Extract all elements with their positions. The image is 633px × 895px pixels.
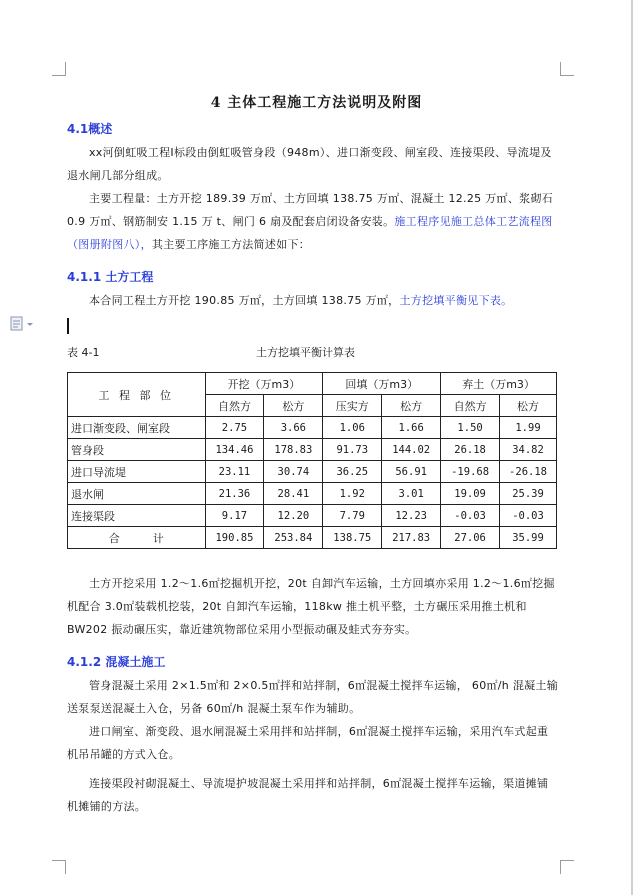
table-row	[68, 505, 557, 527]
table-number: 表 4-1	[67, 346, 100, 359]
table-cell: 1.06	[323, 417, 382, 439]
para-overview: xx河倒虹吸工程Ⅰ标段由倒虹吸管身段（948m）、进口渐变段、闸室段、连接渠段、导流堤及退水闸几部分组成。	[67, 146, 552, 182]
table-cell: -26.18	[500, 461, 557, 483]
table-cell: 28.41	[264, 483, 323, 505]
subheader: 自然方	[441, 395, 500, 417]
table-cell: 3.66	[264, 417, 323, 439]
table-cell: 19.09	[441, 483, 500, 505]
crop-mark-bottom-right	[560, 860, 574, 874]
table-cell: 9.17	[205, 505, 264, 527]
text-cursor	[67, 318, 69, 334]
table-cell: 36.25	[323, 461, 382, 483]
para-earthwork	[67, 289, 559, 312]
table-caption: 土方挖填平衡计算表	[256, 346, 355, 359]
heading-4-1: 4.1概述	[67, 122, 113, 136]
table-cell: 34.82	[500, 439, 557, 461]
header-part: 工 程 部 位	[68, 373, 206, 417]
crop-mark-top-left	[52, 62, 66, 76]
table-cell: 21.36	[205, 483, 264, 505]
table-total-row	[68, 527, 557, 549]
table-cell: -0.03	[441, 505, 500, 527]
table-row	[68, 439, 557, 461]
table-cell: 190.85	[205, 527, 264, 549]
table-row	[68, 461, 557, 483]
table-cell: 217.83	[382, 527, 441, 549]
table-cell: -19.68	[441, 461, 500, 483]
para-earthwork-methods: 土方开挖采用 1.2～1.6㎡挖掘机开挖，20t 自卸汽车运输，土方回填亦采用 1.2～1.6㎡挖掘机配合 3.0㎡装载机挖装，20t 自卸汽车运输，118kw 推土机平整，土方碾压采用推土机和 BW202 振动碾压实，靠近建筑物部位采用小型振动碾及蛙式夯夯实。	[67, 577, 555, 636]
subheader: 松方	[264, 395, 323, 417]
para-quantities	[67, 187, 559, 256]
table-cell: 12.23	[382, 505, 441, 527]
para-concrete-pipe: 管身混凝土采用 2×1.5㎡和 2×0.5㎡拌和站拌制，6㎡混凝土搅拌车运输， 60㎡/h 混凝土输送泵泵送混凝土入仓，另备 60㎡/h 混凝土泵车作为辅助。	[67, 679, 559, 715]
crop-mark-bottom-left	[52, 860, 66, 874]
table-cell: 35.99	[500, 527, 557, 549]
earthwork-text: 本合同工程土方开挖 190.85 万㎡，土方回填 138.75 万㎡，	[89, 294, 400, 307]
row-label: 进口导流堤	[68, 461, 206, 483]
table-cell: 1.99	[500, 417, 557, 439]
table-cell: 27.06	[441, 527, 500, 549]
table-cell: 91.73	[323, 439, 382, 461]
quantities-tail: 其主要工序施工方法简述如下：	[151, 238, 311, 251]
earthwork-balance-table	[67, 372, 557, 549]
quantities-text: 主要工程量：土方开挖 189.39 万㎡、土方回填 138.75 万㎡、混凝土 12.25 万㎡、浆砌石 0.9 万㎡、钢筋制安 1.15 万 t、闸门 6 扇及配套启闭设备安装。	[67, 192, 554, 228]
table-cell: 253.84	[264, 527, 323, 549]
para-concrete-gate: 进口闸室、渐变段、退水闸混凝土采用拌和站拌制，6㎡混凝土搅拌车运输，采用汽车式起重机吊吊罐的方式入仓。	[67, 725, 549, 761]
table-cell: 30.74	[264, 461, 323, 483]
table-row	[68, 417, 557, 439]
table-cell: -0.03	[500, 505, 557, 527]
header-spoil: 弃土（万m3）	[441, 373, 557, 395]
table-cell: 1.92	[323, 483, 382, 505]
table-cell: 25.39	[500, 483, 557, 505]
total-label: 合 计	[68, 527, 206, 549]
row-label: 退水闸	[68, 483, 206, 505]
table-row	[68, 483, 557, 505]
table-cell: 1.66	[382, 417, 441, 439]
row-label: 进口渐变段、闸室段	[68, 417, 206, 439]
subheader: 自然方	[205, 395, 264, 417]
table-cell: 1.50	[441, 417, 500, 439]
row-label: 管身段	[68, 439, 206, 461]
header-backfill: 回填（万m3）	[323, 373, 441, 395]
para-concrete-canal: 连接渠段衬砌混凝土、导流堤护坡混凝土采用拌和站拌制，6㎡混凝土搅拌车运输，渠道摊铺机摊铺的方法。	[67, 777, 549, 813]
table-cell: 144.02	[382, 439, 441, 461]
heading-4-1-1: 4.1.1 土方工程	[67, 270, 154, 284]
table-cell: 138.75	[323, 527, 382, 549]
header-excavation: 开挖（万m3）	[205, 373, 323, 395]
table-cell: 12.20	[264, 505, 323, 527]
crop-mark-top-right	[560, 62, 574, 76]
paragraph-options-icon[interactable]	[8, 316, 38, 332]
heading-4-1-2: 4.1.2 混凝土施工	[67, 655, 166, 669]
balance-ref-text: 土方挖填平衡见下表。	[399, 294, 513, 307]
subheader: 压实方	[323, 395, 382, 417]
table-cell: 134.46	[205, 439, 264, 461]
subheader: 松方	[500, 395, 557, 417]
table-cell: 56.91	[382, 461, 441, 483]
table-cell: 3.01	[382, 483, 441, 505]
page-title: 4 主体工程施工方法说明及附图	[210, 95, 423, 111]
table-cell: 23.11	[205, 461, 264, 483]
table-cell: 178.83	[264, 439, 323, 461]
table-cell: 7.79	[323, 505, 382, 527]
table-cell: 2.75	[205, 417, 264, 439]
subheader: 松方	[382, 395, 441, 417]
table-header-row	[68, 373, 557, 395]
table-cell: 26.18	[441, 439, 500, 461]
flowchart-ref-text: 施工程序见施工总体工艺流程图（图册附图八），	[67, 215, 553, 251]
row-label: 连接渠段	[68, 505, 206, 527]
